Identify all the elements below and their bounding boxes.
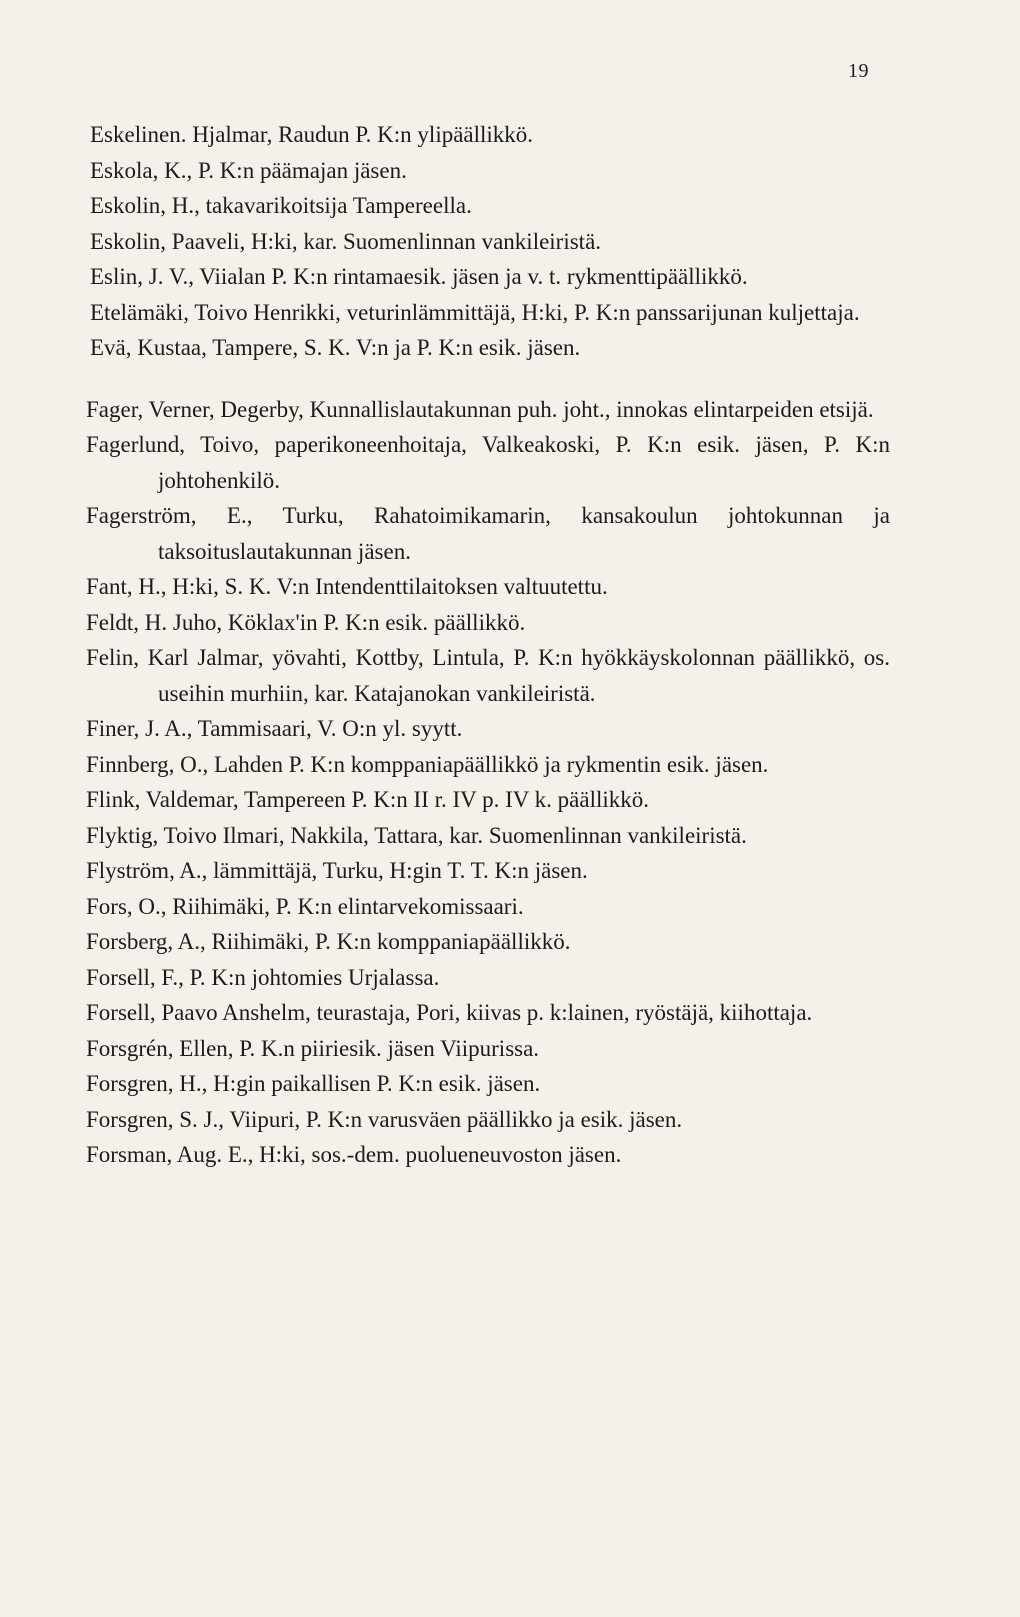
list-entry: Felin, Karl Jalmar, yövahti, Kottby, Lintula, P. K:n hyökkäyskolonnan päällikkö, os. useihin murhiin, kar. Katajanokan vankileiristä. [86, 645, 890, 706]
list-entry: Eslin, J. V., Viialan P. K:n rintamaesik. jäsen ja v. t. rykmenttipäällikkö. [90, 264, 748, 289]
list-entry: Flyktig, Toivo Ilmari, Nakkila, Tattara, kar. Suomenlinnan vankileiristä. [86, 822, 747, 848]
list-entry: Eskolin, H., takavarikoitsija Tampereella. [90, 193, 472, 218]
list-entry: Fager, Verner, Degerby, Kunnallislautakunnan puh. joht., innokas elintarpeiden etsijä. [86, 396, 874, 422]
list-entry: Finer, J. A., Tammisaari, V. O:n yl. syytt. [86, 716, 463, 741]
list-entry: Fagerlund, Toivo, paperikoneenhoitaja, Valkeakoski, P. K:n esik. jäsen, P. K:n johtohenkilö. [86, 432, 890, 493]
list-entry: Fors, O., Riihimäki, P. K:n elintarvekomissaari. [86, 893, 524, 919]
list-entry: Eskelinen. Hjalmar, Raudun P. K:n ylipäällikkö. [90, 122, 534, 147]
entry-list [86, 117, 890, 1173]
list-entry: Eskola, K., P. K:n päämajan jäsen. [90, 157, 407, 183]
list-entry: Finnberg, O., Lahden P. K:n komppaniapäällikkö ja rykmentin esik. jäsen. [86, 751, 769, 777]
list-entry: Flink, Valdemar, Tampereen P. K:n II r. IV p. IV k. päällikkö. [86, 787, 650, 812]
list-entry: Flyström, A., lämmittäjä, Turku, H:gin T. T. K:n jäsen. [86, 858, 588, 883]
letter-group-e [90, 117, 890, 366]
list-entry: Forsman, Aug. E., H:ki, sos.-dem. puolueneuvoston jäsen. [86, 1142, 622, 1167]
list-entry: Forsgren, H., H:gin paikallisen P. K:n esik. jäsen. [86, 1071, 541, 1096]
page-number: 19 [848, 60, 869, 82]
list-entry: Forsgren, S. J., Viipuri, P. K:n varusväen päällikko ja esik. jäsen. [86, 1106, 683, 1132]
list-entry: Evä, Kustaa, Tampere, S. K. V:n ja P. K:n esik. jäsen. [90, 335, 581, 360]
list-entry: Feldt, H. Juho, Köklax'in P. K:n esik. päällikkö. [86, 609, 526, 635]
list-entry: Fagerström, E., Turku, Rahatoimikamarin, kansakoulun johtokunnan ja taksoituslautakunnan jäsen. [86, 503, 890, 564]
list-entry: Fant, H., H:ki, S. K. V:n Intendenttilaitoksen valtuutettu. [86, 574, 608, 599]
list-entry: Forsberg, A., Riihimäki, P. K:n komppaniapäällikkö. [86, 929, 571, 954]
list-entry: Etelämäki, Toivo Henrikki, veturinlämmittäjä, H:ki, P. K:n panssarijunan kuljettaja. [90, 299, 860, 325]
list-entry: Eskolin, Paaveli, H:ki, kar. Suomenlinnan vankileiristä. [90, 228, 602, 254]
letter-group-f [86, 392, 890, 1173]
list-entry: Forsell, F., P. K:n johtomies Urjalassa. [86, 964, 440, 990]
list-entry: Forsell, Paavo Anshelm, teurastaja, Pori, kiivas p. k:lainen, ryöstäjä, kiihottaja. [86, 1000, 813, 1025]
list-entry: Forsgrén, Ellen, P. K.n piiriesik. jäsen Viipurissa. [86, 1035, 540, 1061]
